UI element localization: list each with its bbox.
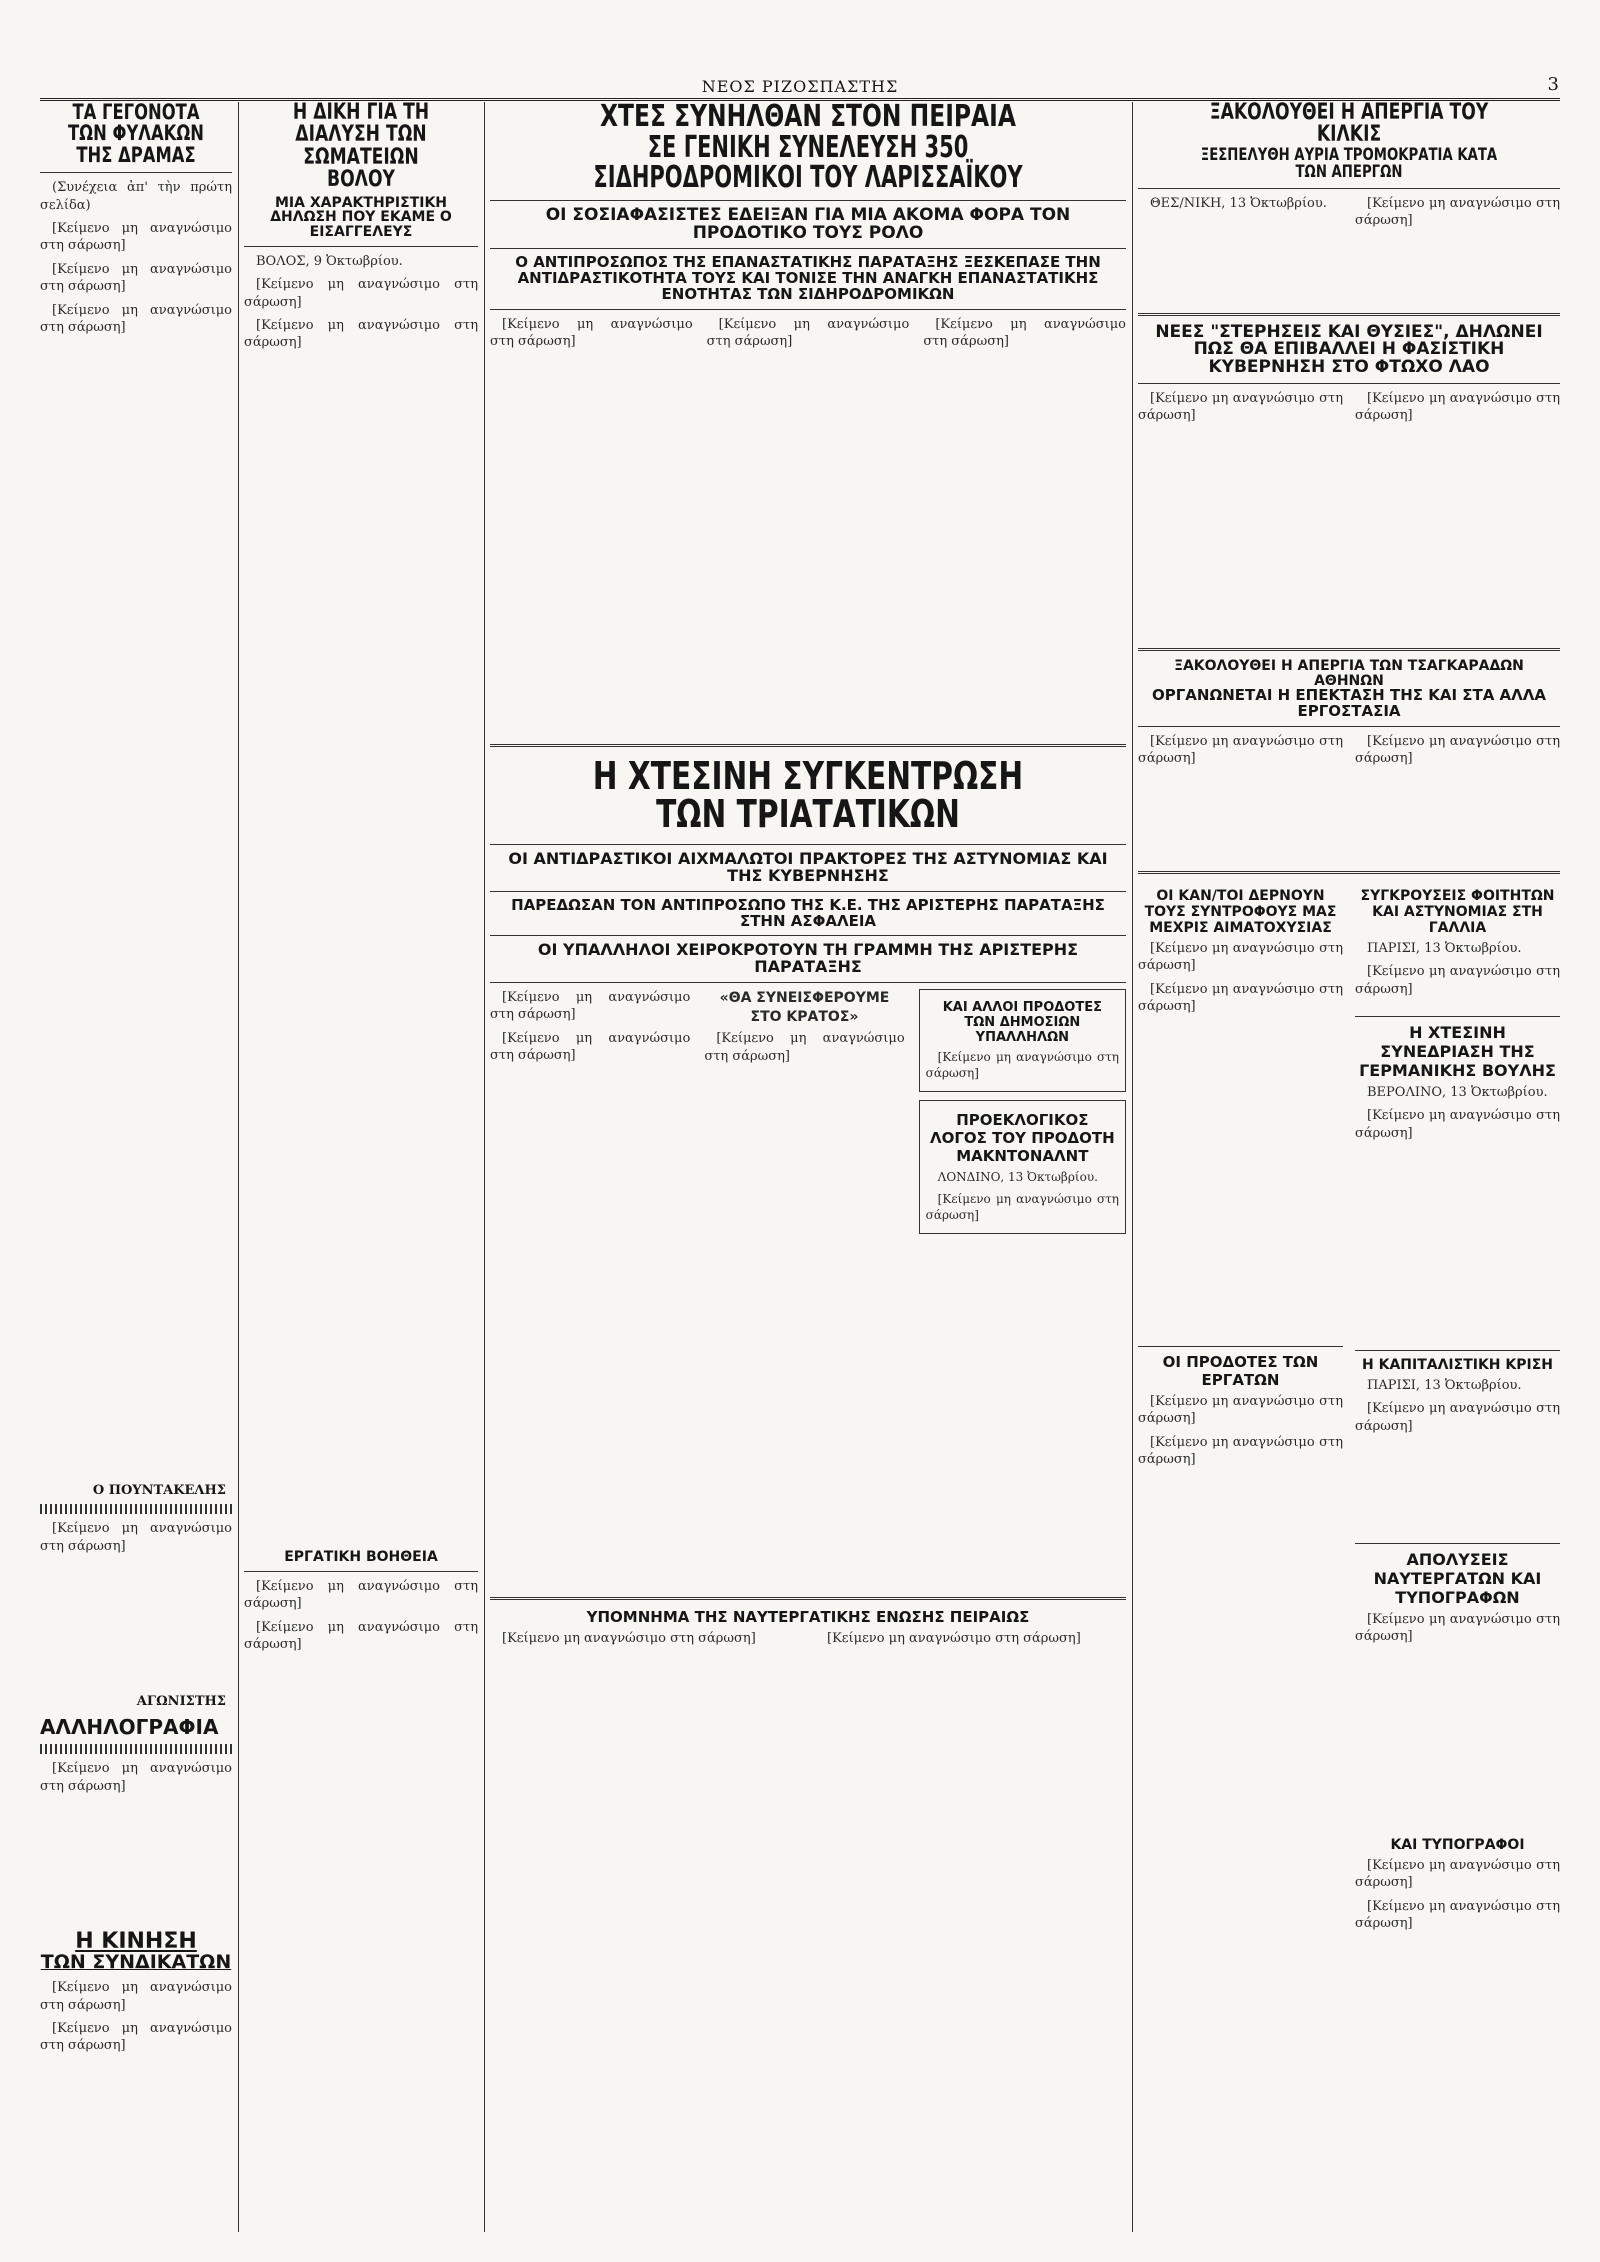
article-paragraph: [Κείμενο μη αναγνώσιμο στη σάρωση] — [827, 1630, 1081, 1646]
article-paragraph: [Κείμενο μη αναγνώσιμο στη σάρωση] — [1355, 1611, 1560, 1645]
subheadline-kilkis-terror: ΞΕΣΠΕΛΥΘΗ ΑΥΡΙΑ ΤΡΟΜΟΚΡΑΤΙΑ ΚΑΤΑ ΤΩΝ ΑΠΕΡΓΩΝ — [1200, 144, 1498, 183]
headline-syndicates-2: ΤΩΝ ΣΥΝΔΙΚΑΤΩΝ — [40, 1951, 232, 1974]
article-paragraph: [Κείμενο μη αναγνώσιμο στη σάρωση] — [40, 2021, 232, 2054]
page-number: 3 — [1547, 74, 1560, 95]
masthead — [40, 74, 1560, 101]
article-paragraph: [Κείμενο μη αναγνώσιμο στη σάρωση] — [1355, 964, 1560, 997]
headline-seamen-memo: ΥΠΟΜΝΗΜΑ ΤΗΣ ΝΑΥΤΕΡΓΑΤΙΚΗΣ ΕΝΩΣΗΣ ΠΕΙΡΑΙΩΣ — [586, 1607, 1030, 1626]
subheadline-police-agents: ΟΙ ΑΝΤΙΔΡΑΣΤΙΚΟΙ ΑΙΧΜΑΛΩΤΟΙ ΠΡΑΚΤΟΡΕΣ ΤΗΣ ΑΣΤΥΝΟΜΙΑΣ ΚΑΙ ΤΗΣ ΚΥΒΕΡΝΗΣΗΣ — [508, 849, 1108, 886]
article-paragraph: [Κείμενο μη αναγνώσιμο στη σάρωση] — [1355, 733, 1560, 767]
article-paragraph: [Κείμενο μη αναγνώσιμο στη σάρωση] — [490, 989, 691, 1023]
article-paragraph: [Κείμενο μη αναγνώσιμο στη σάρωση] — [40, 1761, 232, 1794]
headline-student-clashes: ΣΥΓΚΡΟΥΣΕΙΣ ΦΟΙΤΗΤΩΝ ΚΑΙ ΑΣΤΥΝΟΜΙΑΣ ΣΤΗ ΓΑΛΛΙΑ — [1360, 887, 1555, 936]
article-paragraph: ΘΕΣ/ΝΙΚΗ, 13 Ὀκτωβρίου. — [1150, 195, 1327, 211]
article-kilkis-strike — [1138, 195, 1560, 305]
subhead-contribute-state: «ΘΑ ΣΥΝΕΙΣΦΕΡΟΥΜΕ ΣΤΟ ΚΡΑΤΟΣ» — [719, 989, 890, 1025]
subheadline-handed-to-security: ΠΑΡΕΔΩΣΑΝ ΤΟΝ ΑΝΤΙΠΡΟΣΩΠΟ ΤΗΣ Κ.Ε. ΤΗΣ ΑΡΙΣΤΕΡΗΣ ΠΑΡΑΤΑΞΗΣ ΣΤΗΝ ΑΣΦΑΛΕΙΑ — [511, 895, 1105, 930]
article-paragraph: [Κείμενο μη αναγνώσιμο στη σάρωση] — [490, 316, 693, 350]
headline-tritatikon-rally: Η ΧΤΕΣΙΝΗ ΣΥΓΚΕΝΤΡΩΣΗ ΤΩΝ ΤΡΙΑΤΑΤΙΚΩΝ — [592, 753, 1024, 837]
article-paragraph: [Κείμενο μη αναγνώσιμο στη σάρωση] — [1355, 1401, 1560, 1434]
article-paragraph: [Κείμενο μη αναγνώσιμο στη σάρωση] — [1138, 1434, 1343, 1468]
article-paragraph: [Κείμενο μη αναγνώσιμο στη σάρωση] — [925, 1192, 1119, 1223]
article-paragraph: [Κείμενο μη αναγνώσιμο στη σάρωση] — [244, 277, 478, 310]
article-paragraph: [Κείμενο μη αναγνώσιμο στη σάρωση] — [40, 1521, 232, 1554]
headline-workers-traitors: ΟΙ ΠΡΟΔΟΤΕΣ ΤΩΝ ΕΡΓΑΤΩΝ — [1162, 1352, 1319, 1389]
article-seamen-memo — [490, 1630, 1126, 1653]
article-railway-assembly — [490, 316, 1126, 736]
article-paragraph: [Κείμενο μη αναγνώσιμο στη σάρωση] — [704, 1031, 905, 1064]
article-paragraph: [Κείμενο μη αναγνώσιμο στη σάρωση] — [1355, 195, 1560, 228]
article-paragraph: [Κείμενο μη αναγνώσιμο στη σάρωση] — [1355, 391, 1560, 424]
article-paragraph: ΒΕΡΟΛΙΝΟ, 13 Ὀκτωβρίου. — [1367, 1084, 1548, 1100]
article-german-parliament — [1355, 1084, 1560, 1344]
article-capitalist-crisis — [1355, 1377, 1560, 1537]
article-tritatikon-rally — [490, 989, 905, 1589]
headline-beating-comrades: ΟΙ ΚΑΝ/ΤΟΙ ΔΕΡΝΟΥΝ ΤΟΥΣ ΣΥΝΤΡΟΦΟΥΣ ΜΑΣ ΜΕΧΡΙΣ ΑΙΜΑΤΟΧΥΣΙΑΣ — [1144, 887, 1337, 936]
headline-capitalist-crisis: Η ΚΑΠΙΤΑΛΙΣΤΙΚΗ ΚΡΙΣΗ — [1362, 1356, 1553, 1373]
article-correspondence — [40, 1760, 232, 1930]
article-workers-aid — [244, 1578, 478, 1654]
article-paragraph: ΠΑΡΙΣΙ, 13 Ὀκτωβρίου. — [1367, 940, 1522, 956]
column-2 — [244, 102, 478, 2232]
headline-correspondence: ΑΛΛΗΛΟΓΡΑΦΙΑ — [40, 1715, 219, 1740]
article-paragraph: [Κείμενο μη αναγνώσιμο στη σάρωση] — [925, 1049, 1119, 1080]
article-paragraph: [Κείμενο μη αναγνώσιμο στη σάρωση] — [706, 316, 910, 350]
article-macdonald — [926, 1169, 1119, 1223]
article-paragraph: [Κείμενο μη αναγνώσιμο στη σάρωση] — [244, 1619, 478, 1653]
article-workers-traitors — [1138, 1393, 1343, 2013]
article-paragraph: [Κείμενο μη αναγνώσιμο στη σάρωση] — [1138, 981, 1343, 1015]
headline-volos-trial: Η ΔΙΚΗ ΓΙΑ ΤΗ ΔΙΑΛΥΣΗ ΤΩΝ ΣΩΜΑΤΕΙΩΝ ΒΟΛΟΥ — [292, 102, 430, 193]
article-paragraph: [Κείμενο μη αναγνώσιμο στη σάρωση] — [1138, 391, 1343, 424]
headline-other-traitors: ΚΑΙ ΑΛΛΟΙ ΠΡΟΔΟΤΕΣ ΤΩΝ ΔΗΜΟΣΙΩΝ ΥΠΑΛΛΗΛΩΝ — [942, 999, 1102, 1045]
subheadline-volos-trial: ΜΙΑ ΧΑΡΑΚΤΗΡΙΣΤΙΚΗ ΔΗΛΩΣΗ ΠΟΥ ΕΚΑΜΕ Ο ΕΙΣΑΓΓΕΛΕΥΣ — [270, 194, 452, 241]
article-paragraph: [Κείμενο μη αναγνώσιμο στη σάρωση] — [40, 221, 232, 254]
headline-sacrifices: ΝΕΕΣ "ΣΤΕΡΗΣΕΙΣ ΚΑΙ ΘΥΣΙΕΣ", ΔΗΛΩΝΕΙ ΠΩΣ ΘΑ ΕΠΙΒΑΛΛΕΙ Η ΦΑΣΙΣΤΙΚΗ ΚΥΒΕΡΝΗΣΗ ΣΤΟ ΦΤΩΧΟ ΛΑΟ — [1155, 321, 1543, 378]
article-paragraph: [Κείμενο μη αναγνώσιμο στη σάρωση] — [40, 302, 232, 336]
article-typographers — [1355, 1857, 1560, 1933]
column-rule — [1132, 102, 1133, 2232]
headline-drama-prisons: ΤΑ ΓΕΓΟΝΟΤΑ ΤΩΝ ΦΥΛΑΚΩΝ ΤΗΣ ΔΡΑΜΑΣ — [68, 102, 204, 167]
article-paragraph: [Κείμενο μη αναγνώσιμο στη σάρωση] — [1355, 1857, 1560, 1891]
headline-kilkis-strike: ΞΑΚΟΛΟΥΘΕΙ Η ΑΠΕΡΓΙΑ ΤΟΥ ΚΙΛΚΙΣ — [1209, 102, 1489, 148]
article-sacrifices — [1138, 390, 1560, 640]
subheadline-shoemakers-expand: ΟΡΓΑΝΩΝΕΤΑΙ Η ΕΠΕΚΤΑΣΗ ΤΗΣ ΚΑΙ ΣΤΑ ΑΛΛΑ ΕΡΓΟΣΤΑΣΙΑ — [1151, 686, 1546, 721]
article-paragraph: [Κείμενο μη αναγνώσιμο στη σάρωση] — [1355, 1898, 1560, 1932]
headline-syndicates-1: Η ΚΙΝΗΣΗ — [75, 1929, 197, 1955]
headline-dismissals: ΑΠΟΛΥΣΕΙΣ ΝΑΥΤΕΡΓΑΤΩΝ ΚΑΙ ΤΥΠΟΓΡΑΦΩΝ — [1373, 1549, 1542, 1607]
article-signature: ΑΓΩΝΙΣΤΗΣ — [136, 1694, 226, 1710]
article-signature: Ο ΠΟΥΝΤΑΚΕΛΗΣ — [92, 1483, 226, 1499]
headline-typographers: ΚΑΙ ΤΥΠΟΓΡΑΦΟΙ — [1390, 1836, 1525, 1853]
column-rule — [484, 102, 485, 2232]
article-dismissals — [1355, 1611, 1560, 1831]
headline-railway-assembly: ΣΕ ΓΕΝΙΚΗ ΣΥΝΕΛΕΥΣΗ 350 ΣΙΔΗΡΟΔΡΟΜΙΚΟΙ ΤΟΥ ΛΑΡΙΣΣΑΪΚΟΥ — [593, 129, 1023, 196]
headline-shoemakers-strike: ΞΑΚΟΛΟΥΘΕΙ Η ΑΠΕΡΓΙΑ ΤΩΝ ΤΣΑΓΚΑΡΑΔΩΝ ΑΘΗΝΩΝ — [1174, 658, 1524, 689]
article-paragraph: [Κείμενο μη αναγνώσιμο στη σάρωση] — [1138, 1393, 1343, 1427]
box-macdonald — [919, 1100, 1126, 1234]
article-paragraph: [Κείμενο μη αναγνώσιμο στη σάρωση] — [502, 1630, 756, 1646]
article-paragraph: [Κείμενο μη αναγνώσιμο στη σάρωση] — [923, 316, 1126, 350]
center-section — [490, 102, 1126, 2232]
article-drama-prisons — [40, 179, 232, 1479]
article-continuation — [40, 1520, 232, 1690]
article-student-clashes — [1355, 940, 1560, 1010]
article-paragraph: [Κείμενο μη αναγνώσιμο στη σάρωση] — [1355, 1108, 1560, 1141]
column-rule — [238, 102, 239, 2232]
article-paragraph: (Συνέχεια ἀπ' τὴν πρώτη σελίδα) — [40, 180, 232, 213]
article-shoemakers-strike — [1138, 733, 1560, 863]
headline-macdonald: ΠΡΟΕΚΛΟΓΙΚΟΣ ΛΟΓΟΣ ΤΟΥ ΠΡΟΔΟΤΗ ΜΑΚΝΤΟΝΑΛΝΤ — [930, 1111, 1115, 1166]
article-paragraph: ΒΟΛΟΣ, 9 Ὀκτωβρίου. — [256, 253, 403, 269]
article-paragraph: [Κείμενο μη αναγνώσιμο στη σάρωση] — [244, 1578, 478, 1612]
article-paragraph: [Κείμενο μη αναγνώσιμο στη σάρωση] — [40, 1980, 232, 2013]
article-paragraph: [Κείμενο μη αναγνώσιμο στη σάρωση] — [490, 1030, 691, 1064]
article-paragraph: ΠΑΡΙΣΙ, 13 Ὀκτωβρίου. — [1367, 1377, 1522, 1393]
headline-piraeus-meeting: ΧΤΕΣ ΣΥΝΗΛΘΑΝ ΣΤΟΝ ΠΕΙΡΑΙΑ — [600, 102, 1016, 134]
masthead-paper-name: ΝΕΟΣ ΡΙΖΟΣΠΑΣΤΗΣ — [701, 76, 899, 96]
headline-german-parliament: Η ΧΤΕΣΙΝΗ ΣΥΝΕΔΡΙΑΣΗ ΤΗΣ ΓΕΡΜΑΝΙΚΗΣ ΒΟΥΛΗΣ — [1359, 1022, 1556, 1080]
article-other-traitors — [926, 1049, 1119, 1081]
article-syndicates — [40, 1979, 232, 2055]
box-other-traitors — [919, 989, 1126, 1092]
subheadline-employees-applaud: ΟΙ ΥΠΑΛΛΗΛΟΙ ΧΕΙΡΟΚΡΟΤΟΥΝ ΤΗ ΓΡΑΜΜΗ ΤΗΣ ΑΡΙΣΤΕΡΗΣ ΠΑΡΑΤΑΞΗΣ — [537, 940, 1079, 977]
headline-workers-aid: ΕΡΓΑΤΙΚΗ ΒΟΗΘΕΙΑ — [284, 1548, 438, 1565]
subheadline-socialfascists: ΟΙ ΣΟΣΙΑΦΑΣΙΣΤΕΣ ΕΔΕΙΞΑΝ ΓΙΑ ΜΙΑ ΑΚΟΜΑ ΦΟΡΑ ΤΟΝ ΠΡΟΔΟΤΙΚΟ ΤΟΥΣ ΡΟΛΟ — [545, 204, 1071, 243]
article-paragraph: [Κείμενο μη αναγνώσιμο στη σάρωση] — [1138, 733, 1343, 767]
article-paragraph: [Κείμενο μη αναγνώσιμο στη σάρωση] — [1138, 940, 1343, 974]
article-beating-comrades — [1138, 940, 1343, 1340]
article-paragraph: ΛΟΝΔΙΝΟ, 13 Ὀκτωβρίου. — [937, 1170, 1098, 1185]
right-section — [1138, 102, 1560, 2232]
article-paragraph: [Κείμενο μη αναγνώσιμο στη σάρωση] — [244, 318, 478, 351]
article-paragraph: [Κείμενο μη αναγνώσιμο στη σάρωση] — [40, 261, 232, 295]
column-1 — [40, 102, 232, 2232]
subheadline-revolutionary-faction: Ο ΑΝΤΙΠΡΟΣΩΠΟΣ ΤΗΣ ΕΠΑΝΑΣΤΑΤΙΚΗΣ ΠΑΡΑΤΑΞΗΣ ΞΕΣΚΕΠΑΣΕ ΤΗΝ ΑΝΤΙΔΡΑΣΤΙΚΟΤΗΤΑ ΤΟΥΣ ΚΑΙ ΤΟΝΙΣΕ ΤΗΝ ΑΝΑΓΚΗ ΕΠΑΝΑΣΤΑΤΙΚΗΣ ΕΝΟΤΗΤΑΣ ΤΩΝ ΣΙΔΗΡΟΔΡΟΜΙΚΩΝ — [515, 253, 1101, 303]
article-volos-trial — [244, 253, 478, 1543]
